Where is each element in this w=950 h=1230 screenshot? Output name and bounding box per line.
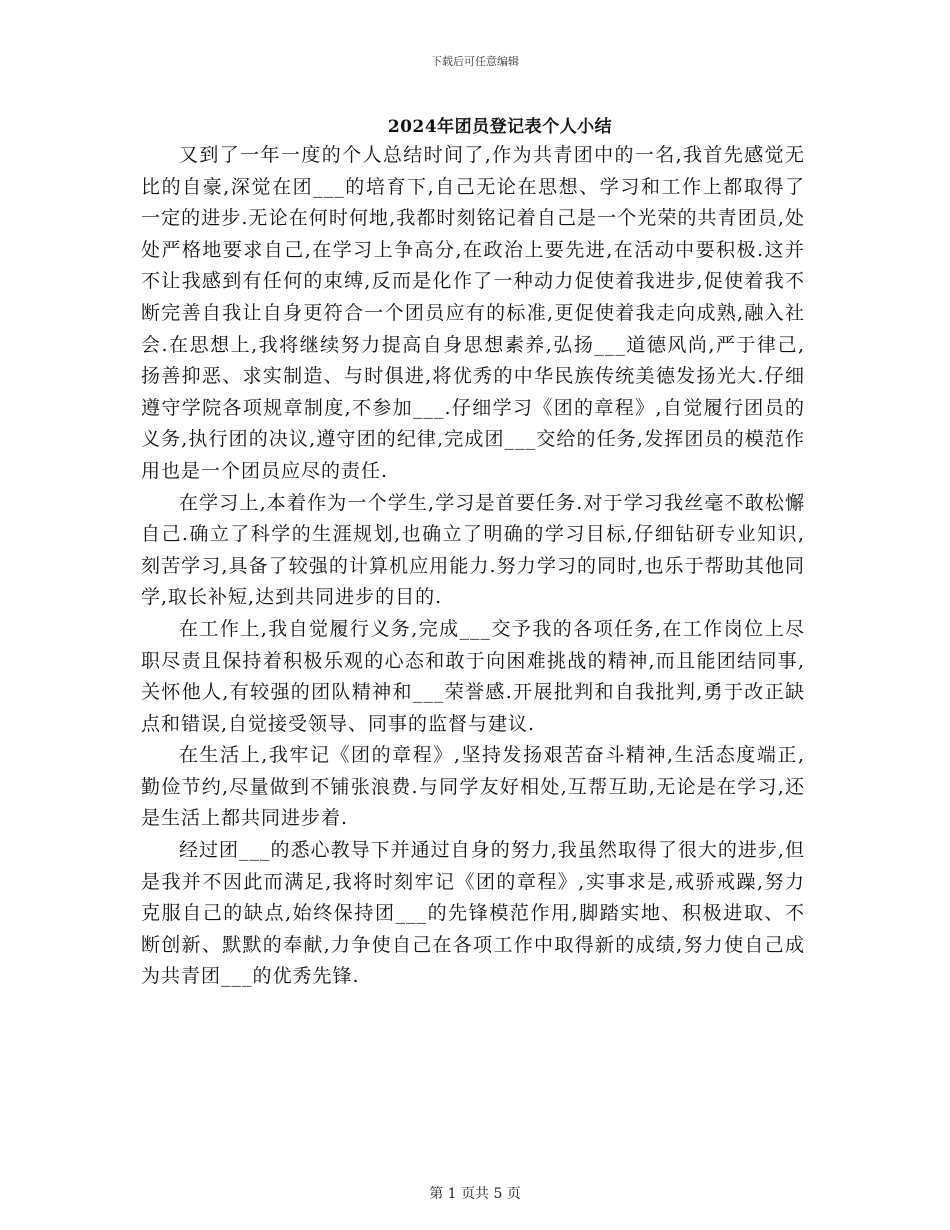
- document-body: [141, 140, 805, 993]
- paragraph-life: 在生活上,我牢记《团的章程》,坚持发扬艰苦奋斗精神,生活态度端正,勤俭节约,尽量做到不铺张浪费.与同学友好相处,互帮互助,无论是在学习,还是生活上都共同进步着.: [141, 744, 805, 830]
- page-number: 第 1 页共 5 页: [429, 1186, 521, 1202]
- paragraph-conclusion: 经过团___的悉心教导下并通过自身的努力,我虽然取得了很大的进步,但是我并不因此而满足,我将时刻牢记《团的章程》,实事求是,戒骄戒躁,努力克服自己的缺点,始终保持团___的先锋模范作用,脚踏实地、积极进取、不断创新、默默的奉献,力争使自己在各项工作中取得新的成绩,努力使自己成为共青团___的优秀先锋.: [141, 839, 805, 988]
- document-title: 2024年团员登记表个人小结: [387, 117, 613, 137]
- paragraph-intro: 又到了一年一度的个人总结时间了,作为共青团中的一名,我首先感觉无比的自豪,深觉在团___的培育下,自己无论在思想、学习和工作上都取得了一定的进步.无论在何时何地,我都时刻铭记着自己是一个光荣的共青团员,处处严格地要求自己,在学习上争高分,在政治上要先进,在活动中要积极.这并不让我感到有任何的束缚,反而是化作了一种动力促使着我进步,促使着我不断完善自我让自身更符合一个团员应有的标准,更促使着我走向成熟,融入社会.在思想上,我将继续努力提高自身思想素养,弘扬___道德风尚,严于律己,扬善抑恶、求实制造、与时俱进,将优秀的中华民族传统美德发扬光大.仔细遵守学院各项规章制度,不参加___.仔细学习《团的章程》,自觉履行团员的义务,执行团的决议,遵守团的纪律,完成团___交给的任务,发挥团员的模范作用也是一个团员应尽的责任.: [141, 144, 805, 482]
- paragraph-work: 在工作上,我自觉履行义务,完成___交予我的各项任务,在工作岗位上尽职尽责且保持着积极乐观的心态和敢于向困难挑战的精神,而且能团结同事,关怀他人,有较强的团队精神和___荣誉感.开展批判和自我批判,勇于改正缺点和错误,自觉接受领导、同事的监督与建议.: [141, 617, 805, 735]
- paragraph-study: 在学习上,本着作为一个学生,学习是首要任务.对于学习我丝毫不敢松懈自己.确立了科学的生涯规划,也确立了明确的学习目标,仔细钻研专业知识,刻苦学习,具备了较强的计算机应用能力.努力学习的同时,也乐于帮助其他同学,取长补短,达到共同进步的目的.: [141, 491, 805, 609]
- page-header-note: 下载后可任意编辑: [431, 55, 519, 68]
